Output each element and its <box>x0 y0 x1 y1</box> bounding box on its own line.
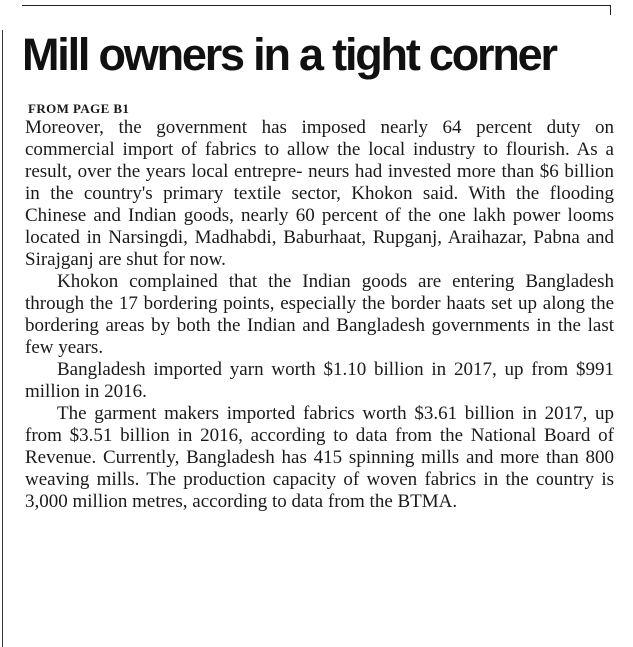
headline: Mill owners in a tight corner <box>22 29 556 80</box>
left-border-rule <box>2 30 3 647</box>
article-paragraph: The garment makers imported fabrics worth $3.61 billion in 2017, up from $3.51 billion in 2016, according to data from the National Board of Revenue. Currently, Bangladesh has 415 spinning mills and more than 800 weaving mills. The production capacity of woven fabrics in the country is 3,000 million metres, according to data from the BTMA. <box>25 403 614 512</box>
article-body <box>25 117 614 513</box>
corner-border-rule <box>610 5 611 15</box>
top-border-rule <box>22 5 610 6</box>
continuation-kicker: FROM PAGE B1 <box>28 101 130 116</box>
article-paragraph: Moreover, the government has imposed nearly 64 percent duty on commercial import of fabrics to allow the local industry to flourish. As a result, over the years local entrepre- neurs had invested more than $6 billion in the country's primary textile sector, Khokon said. With the flooding Chinese and Indian goods, nearly 60 percent of the one lakh power looms located in Narsingdi, Madhabdi, Baburhaat, Rupganj, Araihazar, Pabna and Sirajganj are shut for now. <box>25 117 614 270</box>
article-paragraph: Khokon complained that the Indian goods are entering Bangladesh through the 17 bordering points, especially the border haats set up along the bordering areas by both the Indian and Bangladesh governments in the last few years. <box>25 271 614 358</box>
article-paragraph: Bangladesh imported yarn worth $1.10 billion in 2017, up from $991 million in 2016. <box>25 359 614 402</box>
